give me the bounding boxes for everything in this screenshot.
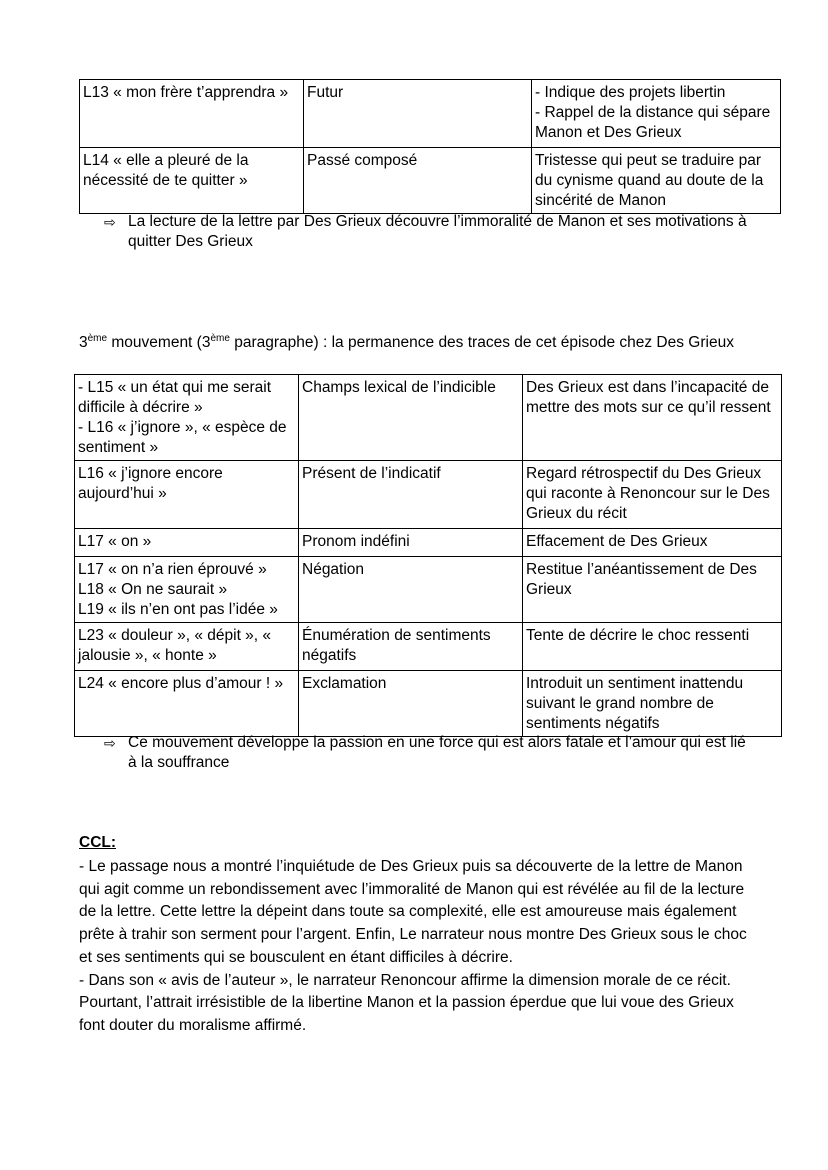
table-row bbox=[75, 557, 782, 623]
effect-cell: Des Grieux est dans l’incapacité de mettre des mots sur ce qu’il ressent bbox=[523, 375, 782, 461]
ccl-paragraph: - Dans son « avis de l’auteur », le narrateur Renoncour affirme la dimension morale de ce récit. Pourtant, l’attrait irrésistible de la libertine Manon et la passion éperdue que lui voue des Grieux font douter du moralisme affirmé. bbox=[79, 971, 734, 1034]
quote-cell: L16 « j’ignore encore aujourd’hui » bbox=[75, 461, 299, 529]
figure-cell: Passé composé bbox=[304, 148, 532, 214]
conclusion-text: La lecture de la lettre par Des Grieux découvre l’immoralité de Manon et ses motivations à quitter Des Grieux bbox=[128, 213, 747, 250]
effect-cell: - Indique des projets libertin - Rappel de la distance qui sépare Manon et Des Grieux bbox=[532, 80, 781, 148]
quote-cell: L23 « douleur », « dépit », « jalousie », « honte » bbox=[75, 623, 299, 671]
table-row bbox=[75, 375, 782, 461]
effect-cell: Regard rétrospectif du Des Grieux qui raconte à Renoncour sur le Des Grieux du récit bbox=[523, 461, 782, 529]
quote-cell: L17 « on » bbox=[75, 529, 299, 557]
effect-cell: Tente de décrire le choc ressenti bbox=[523, 623, 782, 671]
arrow-right-icon: ⇨ bbox=[104, 214, 116, 230]
table-row bbox=[80, 80, 781, 148]
quote-cell: L13 « mon frère t’apprendra » bbox=[80, 80, 304, 148]
analysis-table-movement-3 bbox=[74, 374, 782, 737]
movement-3-heading: 3ème mouvement (3ème paragraphe) : la permanence des traces de cet épisode chez Des Grieux bbox=[79, 332, 734, 351]
effect-cell: Introduit un sentiment inattendu suivant le grand nombre de sentiments négatifs bbox=[523, 671, 782, 737]
arrow-right-icon: ⇨ bbox=[104, 735, 116, 751]
analysis-table-movement-2 bbox=[79, 79, 781, 214]
ccl-body bbox=[79, 856, 759, 1038]
figure-cell: Futur bbox=[304, 80, 532, 148]
quote-cell: L24 « encore plus d’amour ! » bbox=[75, 671, 299, 737]
table-row bbox=[75, 461, 782, 529]
effect-cell: Restitue l’anéantissement de Des Grieux bbox=[523, 557, 782, 623]
figure-cell: Exclamation bbox=[299, 671, 523, 737]
table-row bbox=[75, 671, 782, 737]
figure-cell: Pronom indéfini bbox=[299, 529, 523, 557]
ccl-paragraph: - Le passage nous a montré l’inquiétude de Des Grieux puis sa découverte de la lettre de Manon qui agit comme un rebondissement avec l’immoralité de Manon qui est révélée au fil de la lecture de la lettre. Cette lettre la dépeint dans toute sa complexité, elle est amoureuse mais également prête à trahir son serment pour l’argent. Enfin, Le narrateur nous montre Des Grieux sous le choc et ses sentiments qui se bousculent en étant difficiles à décrire. bbox=[79, 858, 747, 966]
figure-cell: Négation bbox=[299, 557, 523, 623]
ccl-title: CCL: bbox=[79, 834, 117, 851]
quote-cell: - L15 « un état qui me serait difficile à décrire » - L16 « j’ignore », « espèce de sentiment » bbox=[75, 375, 299, 461]
table-row bbox=[75, 529, 782, 557]
quote-cell: L14 « elle a pleuré de la nécessité de te quitter » bbox=[80, 148, 304, 214]
figure-cell: Énumération de sentiments négatifs bbox=[299, 623, 523, 671]
figure-cell: Présent de l’indicatif bbox=[299, 461, 523, 529]
figure-cell: Champs lexical de l’indicible bbox=[299, 375, 523, 461]
effect-cell: Effacement de Des Grieux bbox=[523, 529, 782, 557]
quote-cell: L17 « on n’a rien éprouvé » L18 « On ne saurait » L19 « ils n’en ont pas l’idée » bbox=[75, 557, 299, 623]
table-row bbox=[75, 623, 782, 671]
effect-cell: Tristesse qui peut se traduire par du cynisme quand au doute de la sincérité de Manon bbox=[532, 148, 781, 214]
table-row bbox=[80, 148, 781, 214]
conclusion-text: Ce mouvement développe la passion en une force qui est alors fatale et l’amour qui est lié à la souffrance bbox=[128, 734, 746, 771]
